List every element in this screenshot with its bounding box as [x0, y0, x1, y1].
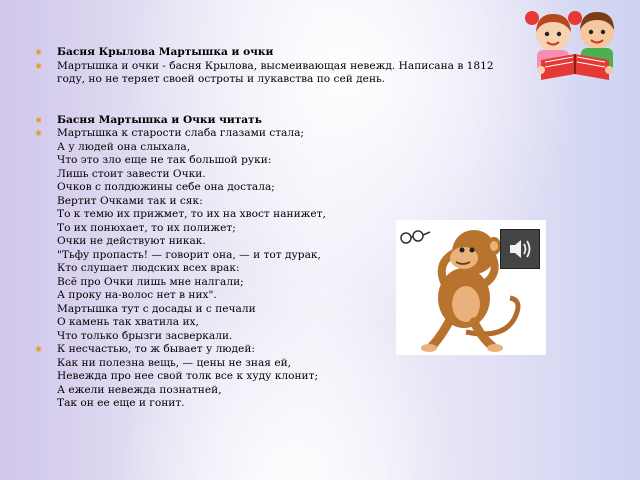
bullet-description	[34, 60, 514, 87]
bullet-section-1	[34, 46, 514, 60]
bullet-marker: ⁕	[34, 127, 44, 140]
poem-line: Что только брызги засверкали.	[57, 329, 233, 342]
moral-line: Как ни полезна вещь, — цены не зная ей,	[57, 356, 292, 369]
kids-reading-icon	[515, 4, 635, 86]
bullet-marker: ⁕	[34, 113, 44, 127]
poem-line: Очки не действуют никак.	[57, 235, 206, 247]
moral-line: А ежели невежда познатней,	[57, 383, 222, 396]
moral-line: К несчастью, то ж бывает у людей:	[57, 343, 255, 355]
poem-line: Лишь стоит завести Очки.	[57, 167, 206, 180]
moral-line: Так он ее еще и гонит.	[57, 397, 185, 409]
poem-line: О камень так хватила их,	[57, 316, 199, 328]
poem-line: Кто слушает людских всех врак:	[57, 262, 240, 274]
speaker-icon	[501, 230, 539, 268]
poem-line: То к темю их прижмет, то их на хвост нанижет,	[57, 208, 326, 220]
section-2-title: Басня Мартышка и Очки читать	[57, 113, 262, 126]
poem-line: А у людей она слыхала,	[57, 140, 191, 153]
bullet-section-2	[34, 114, 514, 128]
spacer	[34, 87, 514, 114]
description-line: году, но не теряет своей остроты и лукавства по сей день.	[57, 73, 386, 85]
poem-line: Что это зло еще не так большой руки:	[57, 154, 272, 166]
poem-line: То их понюхает, то их полижет;	[57, 221, 236, 234]
poem-line: Вертит Очками так и сяк:	[57, 194, 203, 207]
moral-line: Невежда про нее свой толк все к худу клонит;	[57, 370, 319, 382]
poem-line: Мартышка тут с досады и с печали	[57, 302, 256, 315]
bullet-marker: ⁕	[34, 343, 44, 356]
poem-line: А проку на-волос нет в них".	[57, 289, 217, 301]
poem-line: Очков с полдюжины себе она достала;	[57, 181, 275, 193]
poem-line: Мартышка к старости слаба глазами стала;	[57, 127, 304, 139]
sound-button[interactable]	[500, 229, 540, 269]
description-line: Мартышка и очки - басня Крылова, высмеивающая невежд. Написана в 1812	[57, 59, 494, 72]
poem-line: "Тьфу пропасть! — говорит она, — и тот дурак,	[57, 248, 321, 261]
bullet-marker: ⁕	[34, 46, 44, 59]
bullet-marker: ⁕	[34, 59, 44, 73]
poem-line: Всё про Очки лишь мне налгали;	[57, 275, 244, 288]
section-1-title: Басня Крылова Мартышка и очки	[57, 46, 274, 58]
